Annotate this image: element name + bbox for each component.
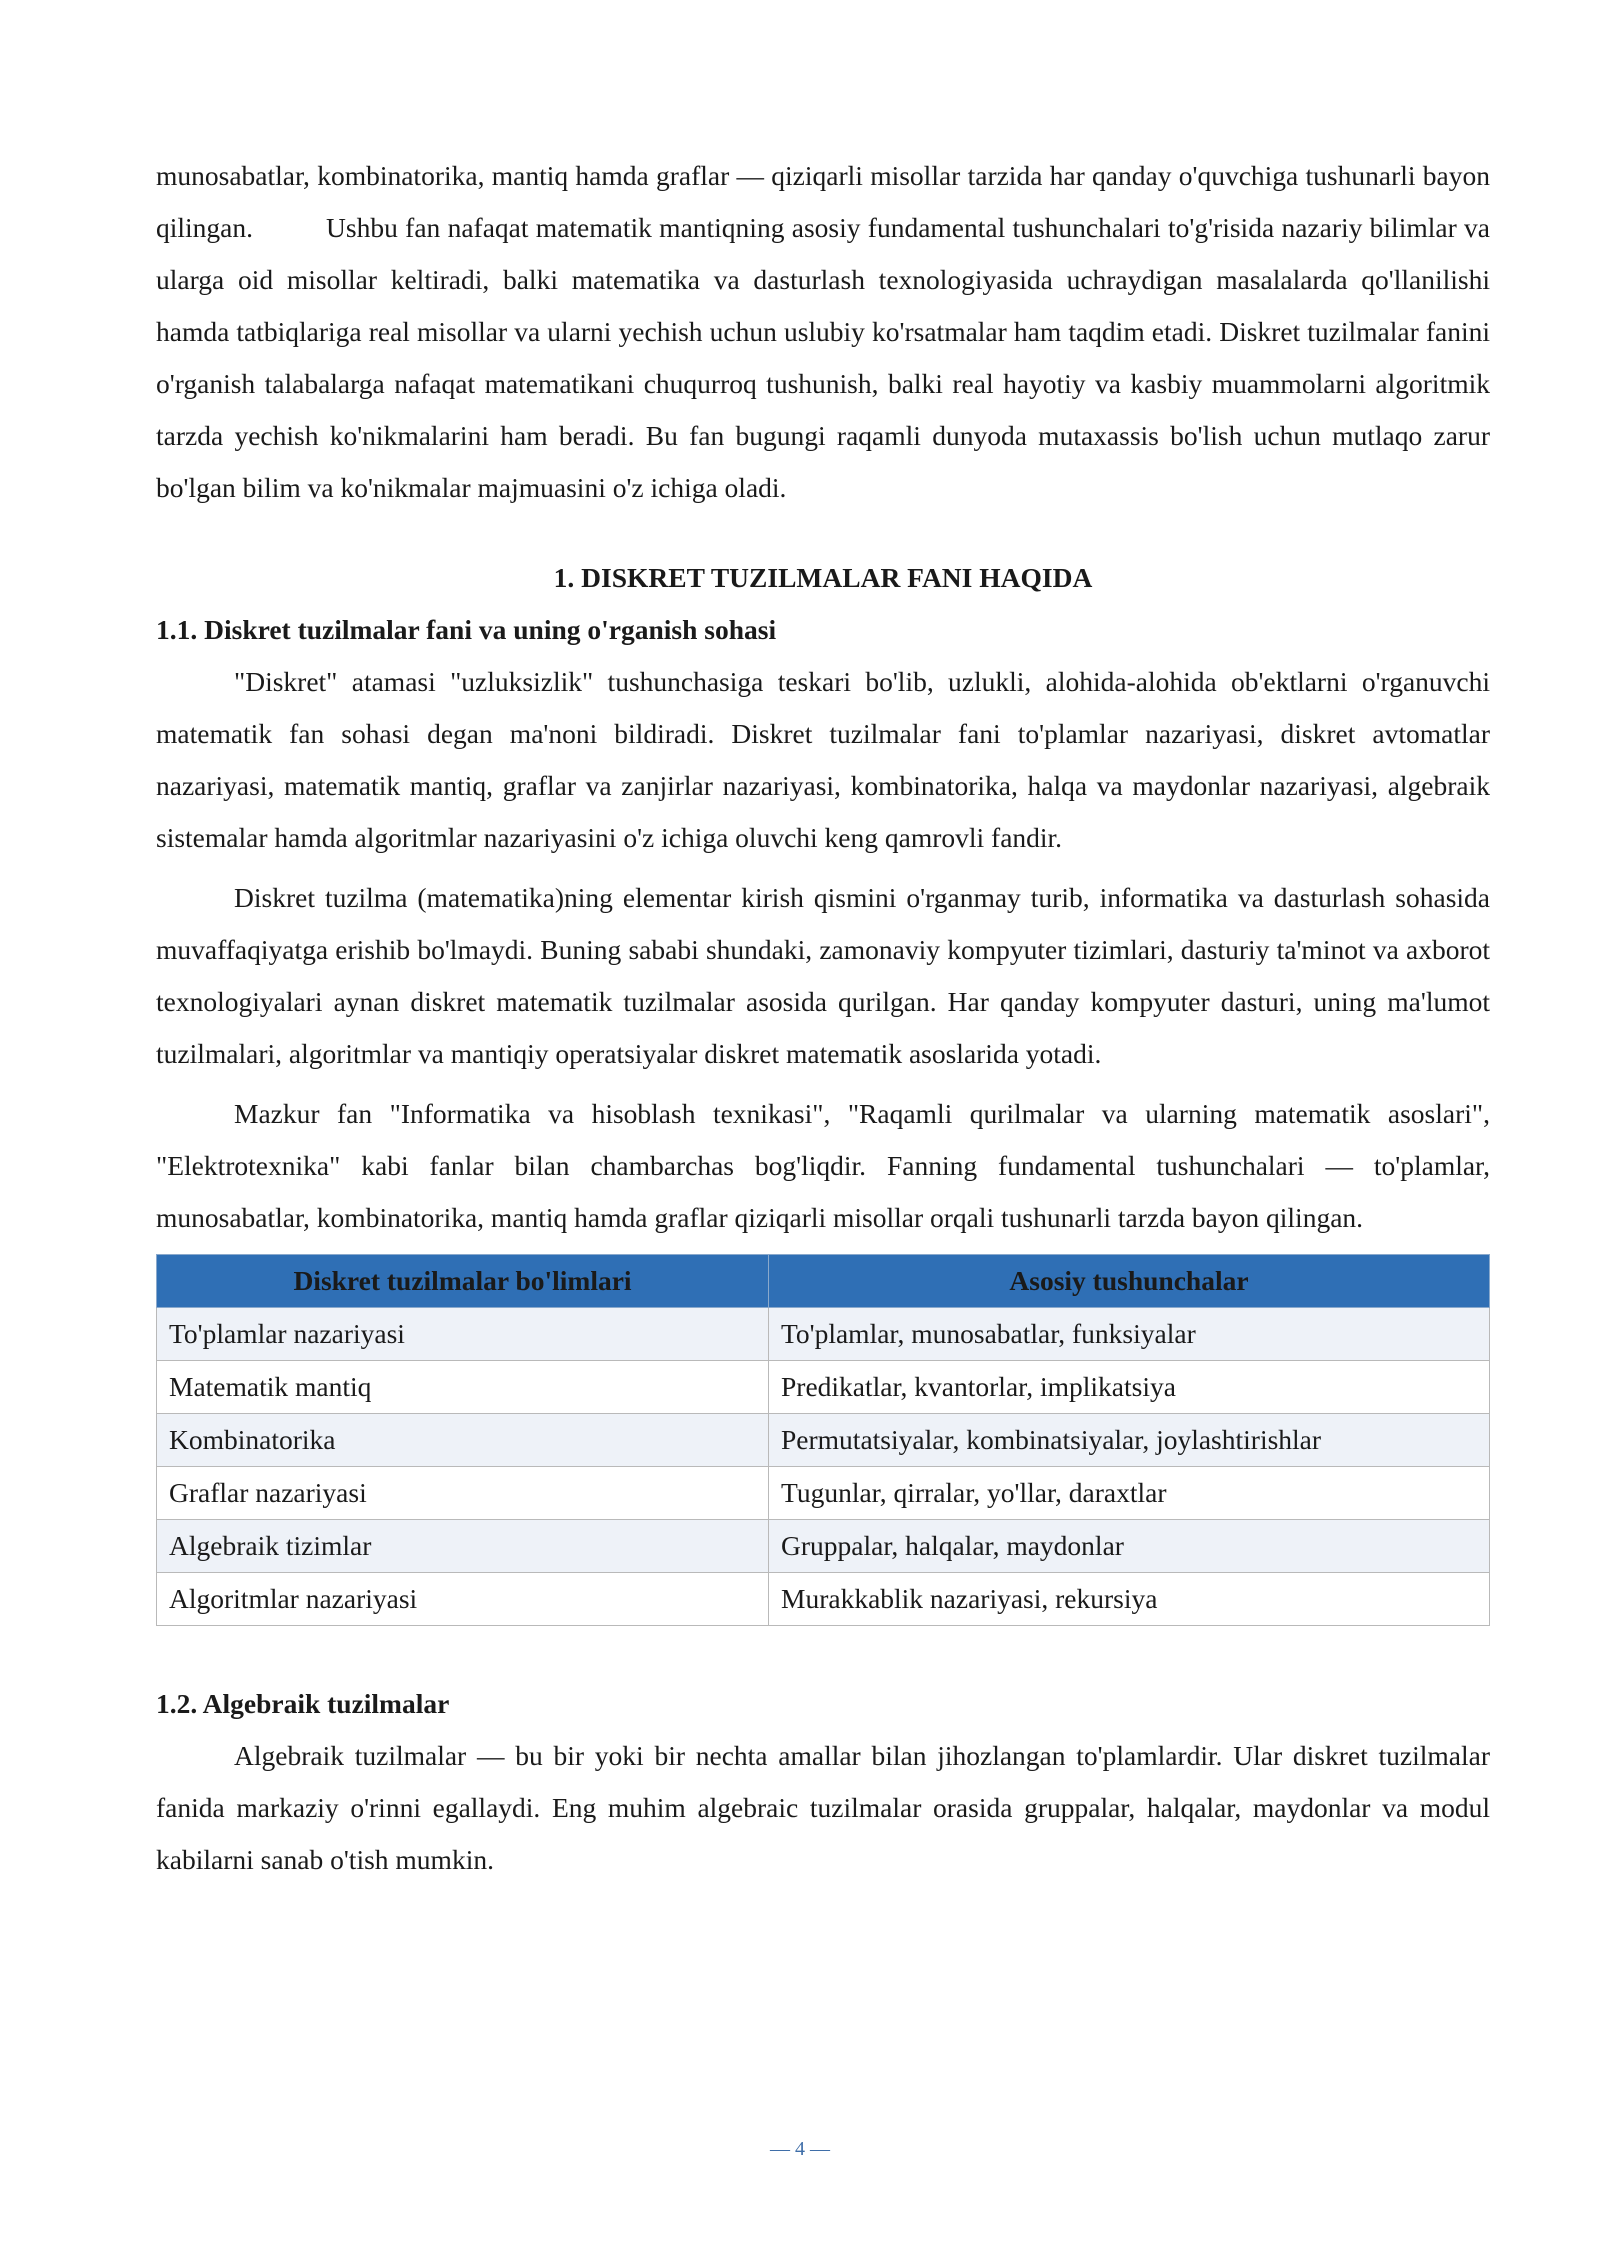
table-header-cell: Asosiy tushunchalar	[769, 1255, 1490, 1308]
table-cell: Tugunlar, qirralar, yo'llar, daraxtlar	[769, 1467, 1490, 1520]
sections-table	[156, 1254, 1490, 1626]
paragraph-4: Algebraik tuzilmalar — bu bir yoki bir nechta amallar bilan jihozlangan to'plamlardir. Ular diskret tuzilmalar fanida markaziy o'rinni egallaydi. Eng muhim algebraic tuzilmalar orasida gruppalar, halqalar, maydonlar va modul kabilarni sanab o'tish mumkin.	[156, 1740, 1490, 1875]
table-row	[157, 1414, 1490, 1467]
table-cell: To'plamlar nazariyasi	[157, 1308, 769, 1361]
table-cell: Matematik mantiq	[157, 1361, 769, 1414]
table-cell: To'plamlar, munosabatlar, funksiyalar	[769, 1308, 1490, 1361]
table-row	[157, 1520, 1490, 1573]
subsection-title-1: 1.1. Diskret tuzilmalar fani va uning o'rganish sohasi	[156, 614, 777, 645]
paragraph-1: "Diskret" atamasi "uzluksizlik" tushunchasiga teskari bo'lib, uzlukli, alohida-alohida ob'ektlarni o'rganuvchi matematik fan sohasi degan ma'noni bildiradi. Diskret tuzilmalar fani to'plamlar nazariyasi, diskret avtomatlar nazariyasi, matematik mantiq, graflar va zanjirlar nazariyasi, kombinatorika, halqa va maydonlar nazariyasi, algebraik sistemalar hamda algoritmlar nazariyasini o'z ichiga oluvchi keng qamrovli fandir.	[156, 666, 1490, 853]
table-cell: Predikatlar, kvantorlar, implikatsiya	[769, 1361, 1490, 1414]
table-cell: Graflar nazariyasi	[157, 1467, 769, 1520]
table-row	[157, 1308, 1490, 1361]
table-cell: Murakkablik nazariyasi, rekursiya	[769, 1573, 1490, 1626]
table-row	[157, 1467, 1490, 1520]
table-cell: Algoritmlar nazariyasi	[157, 1573, 769, 1626]
page-number: — 4 —	[770, 2138, 830, 2160]
table-cell: Algebraik tizimlar	[157, 1520, 769, 1573]
intro-paragraph: munosabatlar, kombinatorika, mantiq hamda graflar — qiziqarli misollar tarzida har qanday o'quvchiga tushunarli bayon qilingan. Ushbu fan nafaqat matematik mantiqning asosiy fundamental tushunchalari to'g'risida nazariy bilimlar va ularga oid misollar keltiradi, balki matematika va dasturlash texnologiyasida uchraydigan masalalarda qo'llanilishi hamda tatbiqlariga real misollar va ularni yechish uchun uslubiy ko'rsatmalar ham taqdim etadi. Diskret tuzilmalar fanini o'rganish talabalarga nafaqat matematikani chuqurroq tushunish, balki real hayotiy va kasbiy muammolarni algoritmik tarzda yechish ko'nikmalarini ham beradi. Bu fan bugungi raqamli dunyoda mutaxassis bo'lish uchun mutlaqo zarur bo'lgan bilim va ko'nikmalar majmuasini o'z ichiga oladi.	[156, 160, 1497, 503]
subsection-title-2: 1.2. Algebraik tuzilmalar	[156, 1688, 450, 1719]
table-row	[157, 1573, 1490, 1626]
table-header-cell: Diskret tuzilmalar bo'limlari	[157, 1255, 769, 1308]
paragraph-3: Mazkur fan "Informatika va hisoblash texnikasi", "Raqamli qurilmalar va ularning matematik asoslari", "Elektrotexnika" kabi fanlar bilan chambarchas bog'liqdir. Fanning fundamental tushunchalari — to'plamlar, munosabatlar, kombinatorika, mantiq hamda graflar qiziqarli misollar orqali tushunarli tarzda bayon qilingan.	[156, 1098, 1490, 1233]
section-title: 1. DISKRET TUZILMALAR FANI HAQIDA	[553, 562, 1093, 593]
table-cell: Gruppalar, halqalar, maydonlar	[769, 1520, 1490, 1573]
document-page	[156, 150, 1497, 1886]
table-cell: Kombinatorika	[157, 1414, 769, 1467]
table-cell: Permutatsiyalar, kombinatsiyalar, joylashtirishlar	[769, 1414, 1490, 1467]
paragraph-2: Diskret tuzilma (matematika)ning elementar kirish qismini o'rganmay turib, informatika va dasturlash sohasida muvaffaqiyatga erishib bo'lmaydi. Buning sababi shundaki, zamonaviy kompyuter tizimlari, dasturiy ta'minot va axborot texnologiyalari aynan diskret matematik tuzilmalar asosida qurilgan. Har qanday kompyuter dasturi, uning ma'lumot tuzilmalari, algoritmlar va mantiqiy operatsiyalar diskret matematik asoslarida yotadi.	[156, 882, 1490, 1069]
table-header-row	[157, 1255, 1490, 1308]
table-row	[157, 1361, 1490, 1414]
